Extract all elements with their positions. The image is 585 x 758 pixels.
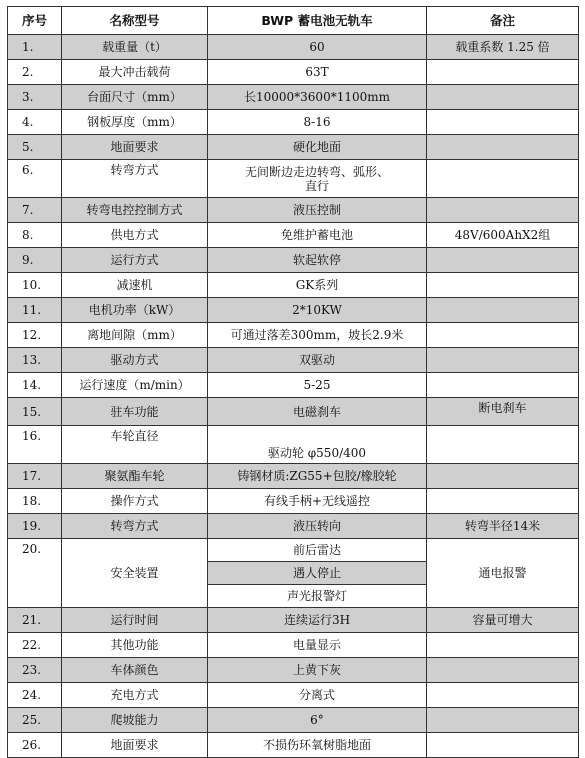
row-no: 13. <box>8 348 62 373</box>
row-no: 12. <box>8 323 62 348</box>
row-no: 7. <box>8 198 62 223</box>
table-row <box>8 398 579 426</box>
row-note: 转弯半径14米 <box>427 514 579 539</box>
header-note: 备注 <box>427 7 579 35</box>
row-note <box>427 298 579 323</box>
row-value: 可通过落差300mm，坡长2.9米 <box>208 323 427 348</box>
row-name: 转弯电控控制方式 <box>62 198 208 223</box>
row-no: 6. <box>8 160 62 198</box>
row-no: 4. <box>8 110 62 135</box>
row-value: 铸钢材质:ZG55+包胶/橡胶轮 <box>208 464 427 489</box>
row-value: 免维护蓄电池 <box>208 223 427 248</box>
row-value: 上黄下灰 <box>208 658 427 683</box>
row-no: 17. <box>8 464 62 489</box>
table-row <box>8 160 579 198</box>
safety-item: 声光报警灯 <box>208 585 427 608</box>
row-no: 21. <box>8 608 62 633</box>
table-row <box>8 708 579 733</box>
safety-item: 遇人停止 <box>208 562 427 585</box>
row-name: 驱动方式 <box>62 348 208 373</box>
row-no: 2. <box>8 60 62 85</box>
row-value: 6° <box>208 708 427 733</box>
row-name: 地面要求 <box>62 135 208 160</box>
row-note: 容量可增大 <box>427 608 579 633</box>
row-name: 最大冲击载荷 <box>62 60 208 85</box>
row-note <box>427 110 579 135</box>
row-note <box>427 658 579 683</box>
row-value: 软起软停 <box>208 248 427 273</box>
row-name: 安全装置 <box>62 539 208 608</box>
row-value: 液压转向 <box>208 514 427 539</box>
row-name: 供电方式 <box>62 223 208 248</box>
row-note: 通电报警 <box>427 539 579 608</box>
row-name: 操作方式 <box>62 489 208 514</box>
row-name: 其他功能 <box>62 633 208 658</box>
row-name: 聚氨酯车轮 <box>62 464 208 489</box>
row-note <box>427 426 579 464</box>
row-name: 驻车功能 <box>62 398 208 426</box>
row-no: 9. <box>8 248 62 273</box>
row-note <box>427 489 579 514</box>
row-note <box>427 323 579 348</box>
row-value: 液压控制 <box>208 198 427 223</box>
row-name: 离地间隙（mm） <box>62 323 208 348</box>
row-name: 运行时间 <box>62 608 208 633</box>
table-row <box>8 110 579 135</box>
row-value: 电磁刹车 <box>208 398 427 426</box>
row-no: 25. <box>8 708 62 733</box>
header-no: 序号 <box>8 7 62 35</box>
row-note <box>427 373 579 398</box>
row-note: 断电刹车 <box>427 398 579 426</box>
table-row <box>8 323 579 348</box>
row-note <box>427 135 579 160</box>
row-name: 台面尺寸（mm） <box>62 85 208 110</box>
table-row <box>8 35 579 60</box>
row-name: 转弯方式 <box>62 160 208 198</box>
table-row <box>8 198 579 223</box>
row-no: 20. <box>8 539 62 608</box>
row-value: 60 <box>208 35 427 60</box>
row-note <box>427 733 579 758</box>
table-row <box>8 426 579 464</box>
row-name: 充电方式 <box>62 683 208 708</box>
header-row <box>8 7 579 35</box>
row-value: 63T <box>208 60 427 85</box>
row-value: 硬化地面 <box>208 135 427 160</box>
table-row <box>8 248 579 273</box>
row-note <box>427 273 579 298</box>
row-name: 载重量（t） <box>62 35 208 60</box>
table-row <box>8 733 579 758</box>
table-row <box>8 683 579 708</box>
row-no: 15. <box>8 398 62 426</box>
row-name: 运行速度（m/min） <box>62 373 208 398</box>
row-note <box>427 60 579 85</box>
row-name: 车轮直径 <box>62 426 208 464</box>
row-name: 电机功率（kW） <box>62 298 208 323</box>
table-row <box>8 608 579 633</box>
safety-item: 前后雷达 <box>208 539 427 562</box>
row-name: 地面要求 <box>62 733 208 758</box>
row-note: 载重系数 1.25 倍 <box>427 35 579 60</box>
row-no: 22. <box>8 633 62 658</box>
row-value: 2*10KW <box>208 298 427 323</box>
table-row <box>8 298 579 323</box>
row-name: 转弯方式 <box>62 514 208 539</box>
row-no: 3. <box>8 85 62 110</box>
row-value: 长10000*3600*1100mm <box>208 85 427 110</box>
row-value: 双驱动 <box>208 348 427 373</box>
row-note <box>427 248 579 273</box>
table-row <box>8 135 579 160</box>
row-name: 减速机 <box>62 273 208 298</box>
table-row <box>8 373 579 398</box>
row-no: 26. <box>8 733 62 758</box>
row-note <box>427 160 579 198</box>
table-row-safety <box>8 539 579 562</box>
row-no: 24. <box>8 683 62 708</box>
row-note <box>427 683 579 708</box>
row-no: 19. <box>8 514 62 539</box>
row-note <box>427 708 579 733</box>
row-name: 车体颜色 <box>62 658 208 683</box>
row-note <box>427 464 579 489</box>
row-note <box>427 198 579 223</box>
table-row <box>8 658 579 683</box>
row-value: 8-16 <box>208 110 427 135</box>
row-no: 11. <box>8 298 62 323</box>
row-value: 驱动轮 φ550/400 <box>208 426 427 464</box>
row-no: 5. <box>8 135 62 160</box>
row-value: 分离式 <box>208 683 427 708</box>
row-name: 运行方式 <box>62 248 208 273</box>
row-value: 电量显示 <box>208 633 427 658</box>
table-row <box>8 514 579 539</box>
spec-table <box>7 6 579 758</box>
table-row <box>8 348 579 373</box>
row-value: GK系列 <box>208 273 427 298</box>
table-row <box>8 85 579 110</box>
row-note: 48V/600AhX2组 <box>427 223 579 248</box>
table-row <box>8 464 579 489</box>
row-no: 10. <box>8 273 62 298</box>
row-value: 有线手柄+无线遥控 <box>208 489 427 514</box>
row-no: 18. <box>8 489 62 514</box>
table-row <box>8 223 579 248</box>
row-name: 钢板厚度（mm） <box>62 110 208 135</box>
row-note <box>427 85 579 110</box>
row-no: 23. <box>8 658 62 683</box>
table-row <box>8 633 579 658</box>
table-row <box>8 489 579 514</box>
row-note <box>427 348 579 373</box>
table-row <box>8 60 579 85</box>
row-value: 连续运行3H <box>208 608 427 633</box>
row-note <box>427 633 579 658</box>
table-row <box>8 273 579 298</box>
row-no: 16. <box>8 426 62 464</box>
header-name: 名称型号 <box>62 7 208 35</box>
row-no: 1. <box>8 35 62 60</box>
row-value: 无间断边走边转弯、弧形、直行 <box>208 160 427 198</box>
row-value: 不损伤环氧树脂地面 <box>208 733 427 758</box>
row-value: 5-25 <box>208 373 427 398</box>
header-value: BWP 蓄电池无轨车 <box>208 7 427 35</box>
row-name: 爬坡能力 <box>62 708 208 733</box>
row-no: 8. <box>8 223 62 248</box>
row-no: 14. <box>8 373 62 398</box>
